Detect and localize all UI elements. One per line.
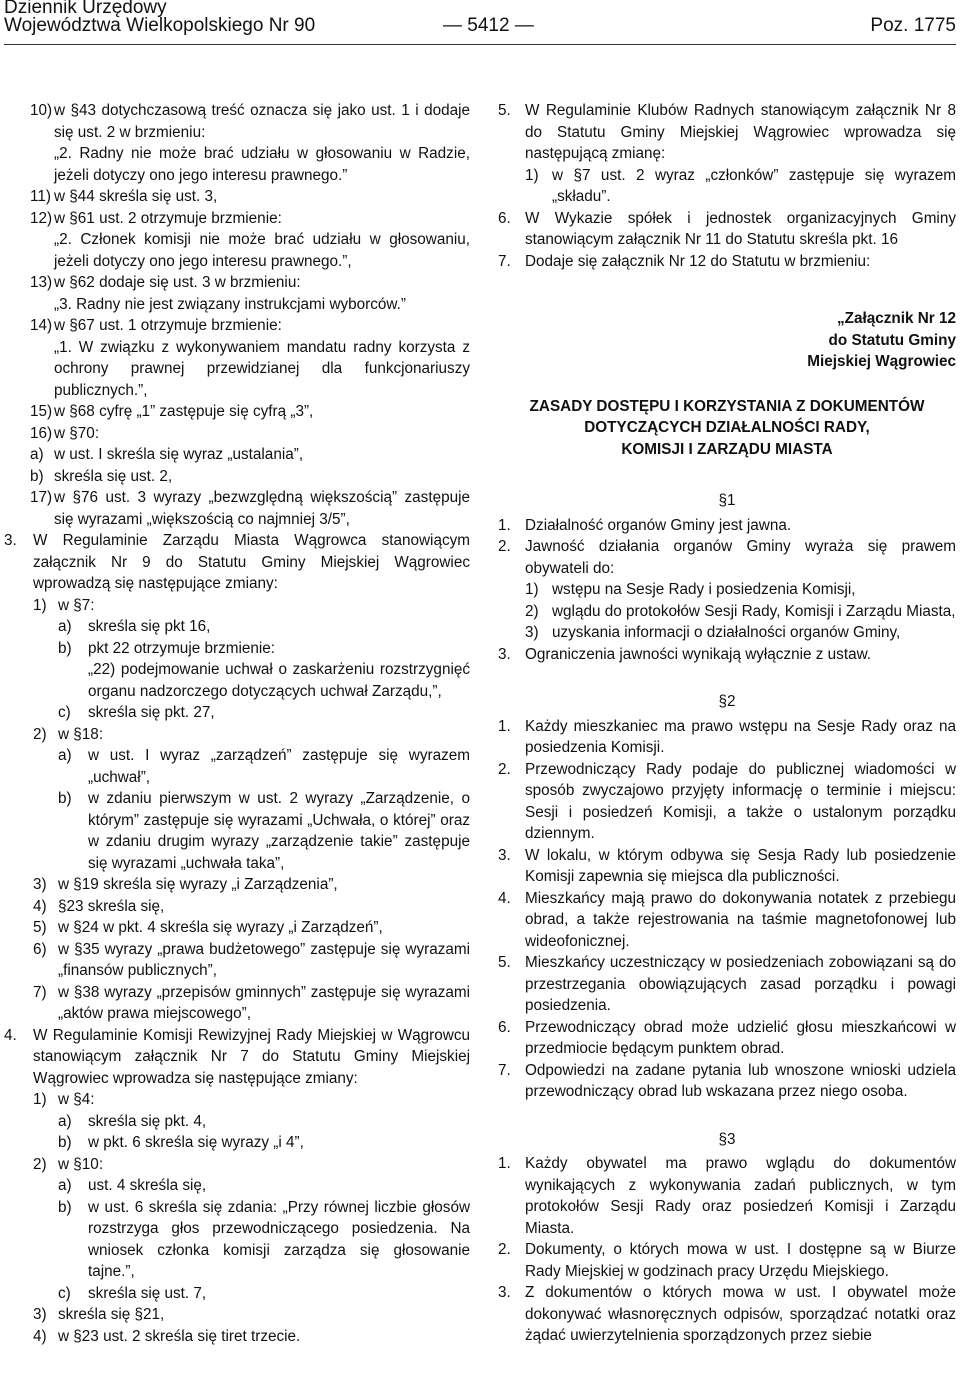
list-item bbox=[4, 186, 470, 208]
list-item bbox=[498, 165, 956, 208]
item-text: w §18: bbox=[58, 725, 104, 743]
item-text: wglądu do protokołów Sesji Rady, Komisji i Zarządu Miasta, bbox=[552, 602, 956, 620]
page-header bbox=[0, 0, 960, 44]
item-number: c) bbox=[58, 704, 71, 721]
list-item bbox=[4, 616, 470, 638]
item-text: w §68 cyfrę „1” zastępuje się cyfrą „3”, bbox=[54, 403, 314, 420]
list-item bbox=[498, 759, 956, 845]
item-number: 1) bbox=[525, 166, 539, 184]
item-text: W Regulaminie Komisji Rewizyjnej Rady Miejskiej w Wągrowcu stanowiącym załącznik Nr 7 do Statutu Gminy Miejskiej Wągrowiec wprowadza się następujące zmiany: bbox=[33, 1026, 470, 1087]
list-item bbox=[4, 1326, 470, 1348]
item-text: w §10: bbox=[58, 1155, 104, 1173]
list-item bbox=[498, 1017, 956, 1060]
item-text: w §7 ust. 2 wyraz „członków” zastępuje się wyrazem „składu”. bbox=[552, 166, 956, 205]
list-item bbox=[4, 294, 470, 316]
item-text: Działalność organów Gminy jest jawna. bbox=[525, 516, 792, 534]
item-number: 11) bbox=[30, 188, 51, 205]
item-text: w §70: bbox=[54, 424, 100, 442]
item-number: 3. bbox=[498, 645, 511, 663]
list-item bbox=[4, 659, 470, 702]
item-number: b) bbox=[58, 790, 72, 807]
list-item bbox=[4, 315, 470, 337]
title-line: ZASADY DOSTĘPU I KORZYSTANIA Z DOKUMENTÓW bbox=[529, 397, 925, 415]
section-body bbox=[498, 515, 956, 666]
item-number: b) bbox=[58, 1198, 72, 1216]
item-text: Dokumenty, o których mowa w ust. I dostępne są w Biurze Rady Miejskiej w godzinach pracy Urzędu Miejskiego. bbox=[525, 1241, 956, 1280]
item-text: w §35 wyrazy „prawa budżetowego” zastępuje się wyrazami „finansów publicznych”, bbox=[58, 940, 470, 979]
item-text: skreśla się pkt. 27, bbox=[88, 704, 215, 721]
item-text: w pkt. 6 skreśla się wyrazy „i 4”, bbox=[88, 1134, 304, 1151]
item-text: w §61 ust. 2 otrzymuje brzmienie: bbox=[54, 209, 282, 227]
list-item bbox=[4, 1025, 470, 1090]
item-number: b) bbox=[30, 467, 44, 485]
journal-title: Dziennik Urzędowy bbox=[4, 0, 167, 18]
list-item bbox=[4, 487, 470, 530]
list-item bbox=[4, 788, 470, 874]
title-line: DOTYCZĄCYCH DZIAŁALNOŚCI RADY, bbox=[584, 419, 870, 436]
list-item bbox=[498, 536, 956, 579]
item-text: wstępu na Sesje Rady i posiedzenia Komisji, bbox=[552, 581, 856, 598]
item-number: 16) bbox=[30, 424, 53, 442]
item-text: Przewodniczący obrad może udzielić głosu mieszkańcowi w przedmiocie będącym punktem obrad. bbox=[525, 1018, 956, 1057]
item-text: w §19 skreśla się wyrazy „i Zarządzenia”, bbox=[58, 876, 338, 893]
item-number: 1) bbox=[33, 596, 47, 614]
item-number: 2. bbox=[498, 1241, 511, 1258]
item-number: 5) bbox=[33, 919, 47, 936]
item-text: Z dokumentów o których mowa w ust. I obywatel może dokonywać własnoręcznych odpisów, sporządzać notatki oraz żądać uwierzytelnienia sporządzonych przez siebie bbox=[525, 1284, 956, 1344]
item-text: Mieszkańcy mają prawo do dokonywania notatek z przebiegu obrad, a także rejestrowania na taśmie magnetofonowej lub wideofonicznej. bbox=[525, 889, 956, 950]
item-number: 15) bbox=[30, 403, 53, 420]
amendments-continued bbox=[498, 100, 956, 272]
list-item bbox=[4, 1089, 470, 1111]
item-text: Każdy obywatel ma prawo wglądu do dokumentów wynikających z wykonywania zadań publicznych, w tym protokołów Sesji Rady oraz posiedzeń Komisji i Zarządu Miasta. bbox=[525, 1155, 956, 1237]
list-item bbox=[4, 229, 470, 272]
item-number: 2. bbox=[498, 538, 511, 555]
left-column bbox=[4, 100, 470, 1347]
item-text: pkt 22 otrzymuje brzmienie: bbox=[88, 639, 276, 657]
item-text: w zdaniu pierwszym w ust. 2 wyrazy „Zarządzenie, o którym” zastępuje się wyrazami „Uchwała, o której” oraz w zdaniu drugim wyrazy „zarządzenie takie” zastępuje się wyrazami „uchwała taka”, bbox=[88, 790, 470, 872]
list-item bbox=[498, 1282, 956, 1347]
annex-heading bbox=[498, 308, 956, 373]
item-number: 3. bbox=[498, 1284, 511, 1301]
list-item bbox=[4, 423, 470, 445]
item-number: a) bbox=[58, 618, 72, 635]
item-text: „3. Radny nie jest związany instrukcjami wyborców.” bbox=[54, 295, 406, 313]
list-item bbox=[4, 702, 470, 724]
list-item bbox=[498, 716, 956, 759]
item-number: 4) bbox=[33, 1327, 47, 1345]
item-number: 1) bbox=[525, 581, 539, 598]
item-number: 3. bbox=[498, 846, 511, 864]
item-number: 1) bbox=[33, 1091, 47, 1108]
list-item bbox=[498, 579, 956, 601]
item-text: skreśla się ust. 2, bbox=[54, 467, 173, 485]
item-text: skreśla się pkt. 4, bbox=[88, 1112, 207, 1130]
list-item bbox=[498, 1060, 956, 1103]
item-number: 4. bbox=[498, 889, 511, 907]
item-number: 7. bbox=[498, 1061, 511, 1079]
item-text: W Regulaminie Zarządu Miasta Wągrowca stanowiącym załącznik Nr 9 do Statutu Gminy Miejskiej Wągrowiec wprowadzą się następujące zmiany: bbox=[33, 532, 470, 592]
section-body bbox=[498, 716, 956, 1103]
item-number: 2. bbox=[498, 760, 511, 778]
item-text: Odpowiedzi na zadane pytania lub wnoszone wnioski udziela przewodniczący obrad lub wskazana przez niego osoba. bbox=[525, 1061, 956, 1100]
list-item bbox=[4, 143, 470, 186]
item-number: 7) bbox=[33, 983, 47, 1001]
section-heading: §2 bbox=[718, 693, 736, 710]
item-number: 12) bbox=[30, 209, 53, 227]
item-number: 1. bbox=[498, 516, 511, 534]
item-text: W Regulaminie Klubów Radnych stanowiącym załącznik Nr 8 do Statutu Gminy Miejskiej Wągrowiec wprowadza się następującą zmianę: bbox=[525, 102, 956, 162]
page-number: — 5412 — bbox=[443, 15, 534, 36]
item-number: b) bbox=[58, 1134, 72, 1151]
position-number: Poz. 1775 bbox=[870, 15, 956, 36]
item-text: Ograniczenia jawności wynikają wyłącznie z ustaw. bbox=[525, 645, 872, 663]
item-text: w §67 ust. 1 otrzymuje brzmienie: bbox=[54, 317, 282, 334]
item-number: 1. bbox=[498, 717, 511, 735]
item-number: 6. bbox=[498, 1018, 511, 1036]
list-item bbox=[498, 1239, 956, 1282]
list-item bbox=[4, 272, 470, 294]
item-text: w §4: bbox=[58, 1091, 95, 1108]
right-column bbox=[498, 100, 956, 1347]
list-item bbox=[4, 1304, 470, 1326]
list-item bbox=[4, 208, 470, 230]
item-text: w §76 ust. 3 wyrazy „bezwzględną większością” zastępuje się wyrazami „większością co najmniej 3/5”, bbox=[54, 489, 470, 528]
item-text: „22) podejmowanie uchwał o zaskarżeniu rozstrzygnięć organu nadzorczego dotyczących uchwał Zarządu,”, bbox=[88, 661, 470, 700]
list-item bbox=[4, 1283, 470, 1305]
list-item bbox=[4, 595, 470, 617]
list-item bbox=[498, 1153, 956, 1239]
item-text: w §24 w pkt. 4 skreśla się wyrazy „i Zarządzeń”, bbox=[58, 919, 383, 936]
item-text: w §43 dotychczasową treść oznacza się jako ust. 1 i dodaje się ust. 2 w brzmieniu: bbox=[54, 102, 470, 141]
item-number: 2) bbox=[33, 725, 47, 743]
list-item bbox=[4, 1197, 470, 1283]
item-text: §23 skreśla się, bbox=[58, 897, 165, 915]
list-item bbox=[4, 724, 470, 746]
list-item bbox=[4, 530, 470, 595]
section-heading: §1 bbox=[718, 492, 736, 509]
item-number: 3. bbox=[4, 532, 17, 549]
list-item bbox=[4, 745, 470, 788]
item-number: 5. bbox=[498, 102, 511, 119]
item-text: w ust. 6 skreśla się zdania: „Przy równej liczbie głosów rozstrzyga głos przewodniczącego posiedzenia. Na wniosek członka komisji zarządza się głosowanie tajne.”, bbox=[88, 1198, 470, 1280]
item-text: skreśla się ust. 7, bbox=[88, 1284, 207, 1302]
item-number: 7. bbox=[498, 252, 511, 270]
item-number: 6. bbox=[498, 209, 511, 227]
item-text: Dodaje się załącznik Nr 12 do Statutu w brzmieniu: bbox=[525, 252, 871, 270]
item-text: Przewodniczący Rady podaje do publicznej wiadomości w sposób zwyczajowo przyjęty informację o terminie i miejscu: Sesji i posiedzeń Komisji, a także o ustalonym porządku dziennym. bbox=[525, 760, 956, 842]
item-text: „2. Członek komisji nie może brać udziału w głosowaniu, jeżeli dotyczy ono jego interesu prawnego.”, bbox=[54, 231, 470, 270]
item-text: w §7: bbox=[58, 596, 95, 614]
item-text: Jawność działania organów Gminy wyraża się prawem obywateli do: bbox=[525, 538, 956, 577]
item-number: 6) bbox=[33, 940, 47, 958]
item-number: 2) bbox=[525, 602, 539, 620]
list-item bbox=[498, 845, 956, 888]
section-heading: §3 bbox=[718, 1130, 736, 1148]
item-text: ust. 4 skreśla się, bbox=[88, 1177, 207, 1194]
list-item bbox=[4, 466, 470, 488]
journal-subtitle: Województwa Wielkopolskiego Nr 90 bbox=[4, 15, 316, 36]
item-text: w ust. I wyraz „zarządzeń” zastępuje się wyrazem „uchwał”, bbox=[88, 747, 470, 786]
item-number: 3) bbox=[33, 1306, 47, 1323]
list-item bbox=[498, 100, 956, 165]
item-text: w ust. I skreśla się wyraz „ustalania”, bbox=[54, 446, 304, 463]
list-item bbox=[498, 208, 956, 251]
list-item bbox=[498, 952, 956, 1017]
item-text: skreśla się pkt 16, bbox=[88, 618, 211, 635]
item-text: Mieszkańcy uczestniczący w posiedzeniach zobowiązani są do przestrzegania obowiązujących zasad porządku i powagi posiedzenia. bbox=[525, 954, 956, 1014]
list-item bbox=[498, 622, 956, 644]
item-number: 1. bbox=[498, 1155, 511, 1172]
item-number: 4. bbox=[4, 1026, 17, 1044]
item-number: 10) bbox=[30, 102, 53, 119]
list-item bbox=[4, 982, 470, 1025]
list-item bbox=[4, 1111, 470, 1133]
list-item bbox=[498, 888, 956, 953]
list-item bbox=[4, 939, 470, 982]
list-item bbox=[4, 917, 470, 939]
list-item bbox=[4, 337, 470, 402]
annex-line: do Statutu Gminy bbox=[828, 331, 956, 349]
item-number: a) bbox=[58, 1112, 72, 1130]
item-text: w §44 skreśla się ust. 3, bbox=[54, 188, 218, 205]
list-item bbox=[4, 896, 470, 918]
item-text: W Wykazie spółek i jednostek organizacyjnych Gminy stanowiącym załącznik Nr 11 do Statutu skreśla pkt. 16 bbox=[525, 209, 956, 248]
list-item bbox=[498, 601, 956, 623]
item-number: b) bbox=[58, 639, 72, 657]
item-text: „2. Radny nie może brać udziału w głosowaniu w Radzie, jeżeli dotyczy ono jego interesu prawnego.” bbox=[54, 145, 470, 184]
item-number: 2) bbox=[33, 1155, 47, 1173]
item-text: „1. W związku z wykonywaniem mandatu radny korzysta z ochrony prawnej przewidzianej dla funkcjonariuszy publicznych.”, bbox=[54, 338, 470, 399]
list-item bbox=[498, 515, 956, 537]
document-title bbox=[498, 396, 956, 461]
title-line: KOMISJI I ZARZĄDU MIASTA bbox=[621, 440, 833, 458]
item-text: Każdy mieszkaniec ma prawo wstępu na Sesje Rady oraz na posiedzenia Komisji. bbox=[525, 717, 956, 756]
list-item bbox=[4, 100, 470, 143]
list-item bbox=[4, 874, 470, 896]
annex-sections bbox=[498, 490, 956, 1347]
header-divider bbox=[4, 44, 956, 45]
item-number: a) bbox=[58, 747, 72, 764]
list-item bbox=[4, 401, 470, 423]
item-number: 5. bbox=[498, 954, 511, 971]
list-item bbox=[4, 1132, 470, 1154]
list-item bbox=[4, 444, 470, 466]
item-number: 13) bbox=[30, 274, 53, 291]
list-item bbox=[4, 1154, 470, 1176]
list-item bbox=[4, 1175, 470, 1197]
item-number: 14) bbox=[30, 317, 53, 334]
item-text: w §38 wyrazy „przepisów gminnych” zastępuje się wyrazami „aktów prawa miejscowego”, bbox=[58, 983, 470, 1022]
item-text: uzyskania informacji o działalności organów Gminy, bbox=[552, 624, 901, 641]
section-body bbox=[498, 1153, 956, 1347]
item-number: 3) bbox=[525, 624, 539, 641]
item-number: a) bbox=[58, 1177, 72, 1194]
item-number: c) bbox=[58, 1284, 71, 1302]
list-item bbox=[498, 644, 956, 666]
item-number: 4) bbox=[33, 897, 47, 915]
annex-line: „Załącznik Nr 12 bbox=[836, 310, 956, 327]
item-number: a) bbox=[30, 446, 44, 463]
annex-line: Miejskiej Wągrowiec bbox=[807, 353, 956, 370]
list-item bbox=[498, 251, 956, 273]
item-number: 17) bbox=[30, 489, 53, 506]
item-number: 3) bbox=[33, 876, 47, 893]
item-text: skreśla się §21, bbox=[58, 1306, 165, 1323]
item-text: W lokalu, w którym odbywa się Sesja Rady lub posiedzenie Komisji zapewnia się miejsca dla publiczności. bbox=[525, 846, 956, 885]
item-text: w §62 dodaje się ust. 3 w brzmieniu: bbox=[54, 274, 301, 291]
list-item bbox=[4, 638, 470, 660]
item-text: w §23 ust. 2 skreśla się tiret trzecie. bbox=[58, 1327, 301, 1345]
